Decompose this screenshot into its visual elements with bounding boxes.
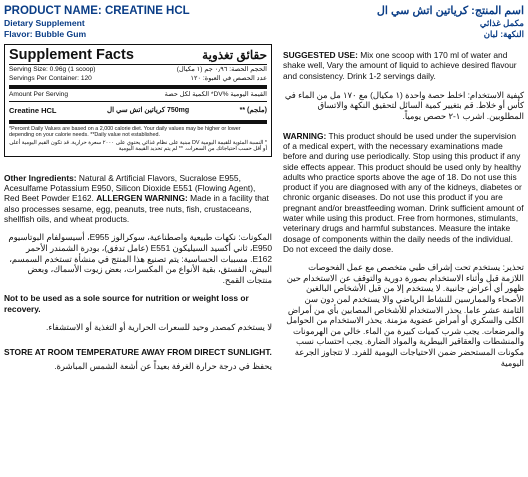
- ingredients-ar: المكونات: نكهات طبيعية واصطناعية، سوكرالوز E955، أسيسولفام البوتاسيوم E950، ثاني أكسيد السيليكون E551 (عامل تدفق)، بودرة الشمندر الأحمر E162. مسببات الحساسية: يتم تصنيع هذا المنتج في منشأة تستخدم السمسم، البيض، الفستق، بقية الأنواع من المكسرات، بعض زيوت الأسماك، وبعض منتجات القمح.: [8, 232, 272, 285]
- ingredient-amount: 750mg: [167, 106, 190, 114]
- not-sole-source-ar: لا يستخدم كمصدر وحيد للسعرات الحرارية أو التغذية أو الاستشفاء.: [45, 321, 272, 332]
- product-flavor-ar: النكهة: لبان: [483, 29, 524, 39]
- other-ingredients-label: Other Ingredients:: [4, 172, 77, 183]
- warning-en: [283, 131, 524, 255]
- ingredient-ar-group: [107, 105, 189, 116]
- footnote-en: *Percent Daily Values are based on a 2,000 calorie diet. Your daily values may be higher or lower depending on your calorie needs. **Daily value not established.: [9, 125, 241, 139]
- right-column: [283, 4, 524, 368]
- supplement-facts-panel: [4, 44, 272, 157]
- warning-ar: تحذير: يستخدم تحت إشراف طبي متخصص مع عمل الفحوصات اللازمة قبل وأثناء الاستخدام بصورة دورية والتوقف عن الاستخدام حين ظهور أي أعراض جانبية. لا يستخدم إلا من قبل الأشخاص البالغين الأصحاء والممارسين للنشاط الرياضي والا يستخدم لمن دون سن الثامنة عشر عاما. يحذر الاستخدام للأشخاص المصابين بأي من أمراض الكلى والسكري أو أمراض عضوية مزمنة. يحذر الاستخدام من الحوامل والمرضعات. يجب شرب كميات كبيرة من الماء. خالي من الهرمونات والمنشطات والعقاقير البيطرية والمواد الضارة. يجب احتساب نسب مكونات المستحضر ضمن الاحتياجات اليومية للفرد. لا تتجاوز الجرعة اليومية: [286, 262, 524, 368]
- thick-divider-2: [9, 120, 267, 124]
- footnote-ar: * النسبة المئوية للقيمة اليومية DV مبنية على نظام غذائي يحتوي على ٢٠٠٠ سعرة حرارية. قد تكون القيم اليومية أعلى أو أقل حسب احتياجاتك من السعرات. ** لم يتم تحديد القيمة اليومية: [9, 139, 267, 153]
- suggested-use-label: SUGGESTED USE:: [283, 50, 358, 60]
- suggested-use-en: [283, 50, 524, 81]
- servings-en: Servings Per Container: 120: [9, 74, 92, 82]
- serving-size-en: Serving Size: 0.96g (1 scoop): [9, 66, 96, 73]
- ingredient-dv: ** (ملجم): [239, 106, 267, 114]
- thick-divider: [9, 85, 267, 89]
- servings-ar: عدد الحصص في العبوة: ١٢٠: [190, 74, 267, 82]
- amount-ar: القيمة اليومية %DV* الكمية لكل حصة: [164, 91, 267, 98]
- ingredient-row: [9, 103, 267, 118]
- allergen-text: Made in a facility that also processes sesame, egg, peanuts, tree nuts, fish, crustaceans, shellfish oils, and wheat products.: [4, 193, 269, 225]
- ingredient-ar: كرياتين اتش سي ال: [106, 106, 166, 114]
- facts-title-en: Supplement Facts: [9, 47, 134, 63]
- amount-en: Amount Per Serving: [9, 91, 69, 98]
- ingredient-en: Creatine HCL: [9, 105, 57, 115]
- suggested-use-ar: كيفية الاستخدام: اخلط حصة واحدة (١ مكيال) مع ١٧٠ مل من الماء في كأس أو خلاط. قم بتغيير كمية السائل لتحقيق النكهة والاتساق المطلوبين. اشرب ١-٢ حصص يومياً.: [284, 89, 524, 122]
- not-sole-source-en: Not to be used as a sole source for nutrition or weight loss or recovery.: [4, 293, 249, 314]
- amount-row: [9, 91, 267, 100]
- servings-row: [9, 75, 267, 84]
- product-name-ar: اسم المنتج: كرياتين اتش سي ال: [376, 5, 524, 17]
- product-name-en: PRODUCT NAME: CREATINE HCL: [4, 5, 190, 17]
- product-type-en: Dietary Supplement: [4, 18, 85, 28]
- storage-ar: يحفظ في درجة حرارة الغرفة بعيداً عن أشعة الشمس المباشرة.: [54, 360, 272, 371]
- warning-label: WARNING:: [283, 130, 327, 141]
- warning-text: This product should be used under the supervision of a medical expert, with the necessary examinations made before and during use periodically. Stop using this product if any side effects appear. This product should be used only by healthy adults who practice sports above the age of 18. Do not use this product if you are diagnosed with any of the kidneys, diabetes or chronic organic diseases. Do not use this product if you are pregnant and/or breastfeeding woman. Drink sufficient amount of water while using this product. Free from hormones, stimulants, veterinary drugs and harmful substances. Measure the intake dosage of components within the daily needs of the individual. Do not exceed the daily dose.: [283, 130, 524, 254]
- facts-title-row: [9, 47, 267, 65]
- allergen-label: ALLERGEN WARNING:: [96, 193, 188, 204]
- storage-en: STORE AT ROOM TEMPERATURE AWAY FROM DIRECT SUNLIGHT.: [4, 346, 272, 357]
- other-ingredients-text: Natural & Artificial Flavors, Sucralose E955, Acesulfame Potassium E950, Silicon Dioxide E551 (Flowing Agent), Red Beet Powder E162.: [4, 172, 256, 204]
- suggested-use-text: Mix one scoop with 170 ml of water and shake well, Vary the amount of liquid to achieve desired flavour and consistency. Drink 1-2 servings daily.: [283, 50, 517, 81]
- product-flavor-en: Flavor: Bubble Gum: [4, 29, 87, 39]
- serving-size-row: [9, 66, 267, 75]
- other-ingredients: [4, 173, 272, 224]
- product-type-ar: مكمل غذائي: [479, 18, 524, 28]
- thin-divider: [9, 101, 267, 102]
- facts-title-ar: حقائق تغذوية: [202, 48, 267, 62]
- left-column: [4, 4, 272, 371]
- serving-size-ar: الحجم الحصة: ٠٫٩٦ جم (١ مكيال): [176, 66, 267, 73]
